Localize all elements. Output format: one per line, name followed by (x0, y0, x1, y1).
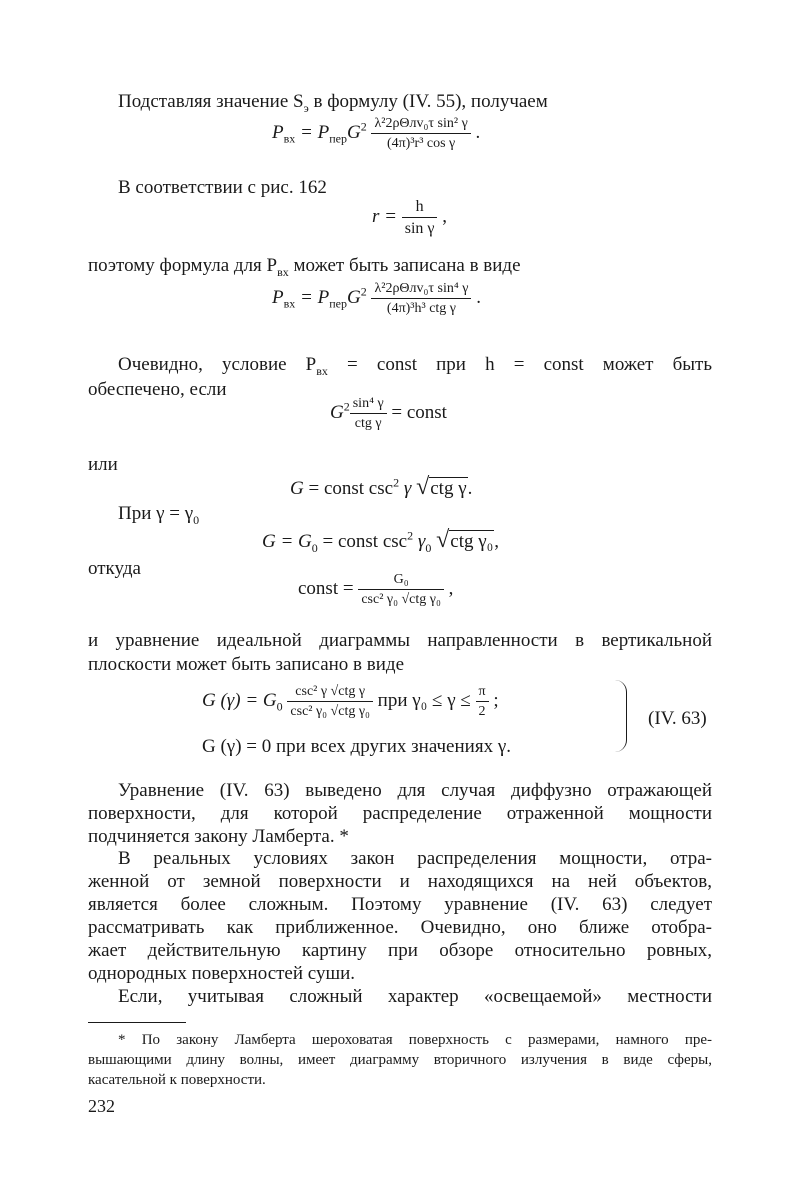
footnote-line: * По закону Ламберта шероховатая поверхность с размерами, намного пре- (118, 1032, 712, 1048)
equation-const-value: const = $\frac{\text{G₀}}{\text{csc² γ₀ √ctg γ₀}}$ , (298, 572, 454, 607)
paragraph-line: плоскости может быть записано в виде (88, 654, 405, 675)
paragraph-line: является более сложным. Поэтому уравнение (IV. 63) следует (88, 894, 712, 915)
equation-r: r = $\frac{h}{\text{sin γ}}$ , (372, 198, 447, 237)
paragraph-line: подчиняется закону Ламберта. * (88, 826, 349, 847)
equation-label: (IV. 63) (648, 708, 707, 729)
paragraph-line: При $\gamma = \gamma_0$ (118, 503, 200, 527)
equation-g0: $G = G_0$ = const $\csc^2 \gamma_0$ √ctg γ₀, (262, 527, 500, 555)
paragraph-line: женной от земной поверхности и находящихся на ней объектов, (88, 871, 712, 892)
footnote-line: касательной к поверхности. (88, 1072, 266, 1088)
page-number: 232 (88, 1096, 115, 1116)
footnote-line: вышающими длину волны, имеет диаграмму вторичного излучения в виде сферы, (88, 1052, 712, 1068)
equation-system-line-1: G $(\gamma) = G_0$ $\frac{\text{csc² γ √ctg γ}}{\text{csc² γ₀ √ctg γ₀}}$ при γ₀ ≤ γ ≤ $\frac{\pi}{2}$ ; (202, 684, 499, 719)
paragraph-line: Если, учитывая сложный характер «освещаемой» местности (118, 986, 712, 1007)
paragraph-line: поэтому формула для $P_{вх}$ может быть записана в виде (88, 255, 521, 279)
equation-g: G = const $\csc^2 \gamma$ √ctg γ. (290, 474, 473, 500)
equation-pvx-1: $P_{вх} = P_{пер}G^2$ $\frac{\text{λ²2ρΘлv₀τ sin² γ}}{\text{(4π)³r³ cos γ}}$ . (272, 116, 481, 151)
paragraph-line: однородных поверхностей суши. (88, 963, 356, 984)
paragraph-line: обеспечено, если (88, 379, 227, 400)
paragraph-line: В реальных условиях закон распределения мощности, отра- (118, 848, 712, 869)
paragraph-line: В соответствии с рис. 162 (118, 177, 327, 198)
equation-pvx-2: $P_{вх} = P_{пер}G^2$ $\frac{\text{λ²2ρΘлv₀τ sin⁴ γ}}{\text{(4π)³h³ ctg γ}}$ . (272, 281, 481, 316)
paragraph-line: рассматривать как приближенное. Очевидно, оно ближе отобра- (88, 917, 712, 938)
paragraph-line: Очевидно, условие $P_{вх}$ = const при h = const может быть (118, 354, 712, 378)
paragraph-line: и уравнение идеальной диаграммы направленности в вертикальной (88, 630, 712, 651)
equation-const: $G^2$ $\frac{\text{sin⁴ γ}}{\text{ctg γ}}$ = const (330, 396, 447, 431)
equation-system-line-2: G (γ) = 0 при всех других значениях γ. (202, 736, 511, 757)
paragraph-line: Подставляя значение $S_э$ в формулу (IV. 55), получаем (118, 91, 548, 115)
footnote-rule (88, 1022, 186, 1023)
right-brace (612, 680, 627, 752)
paragraph-line: Уравнение (IV. 63) выведено для случая диффузно отражающей (118, 780, 712, 801)
paragraph-line: откуда (88, 558, 141, 579)
paragraph-line: или (88, 454, 118, 475)
paragraph-line: поверхности, для которой распределение отраженной мощности (88, 803, 712, 824)
paragraph-line: жает действительную картину при обзоре относительно ровных, (88, 940, 712, 961)
